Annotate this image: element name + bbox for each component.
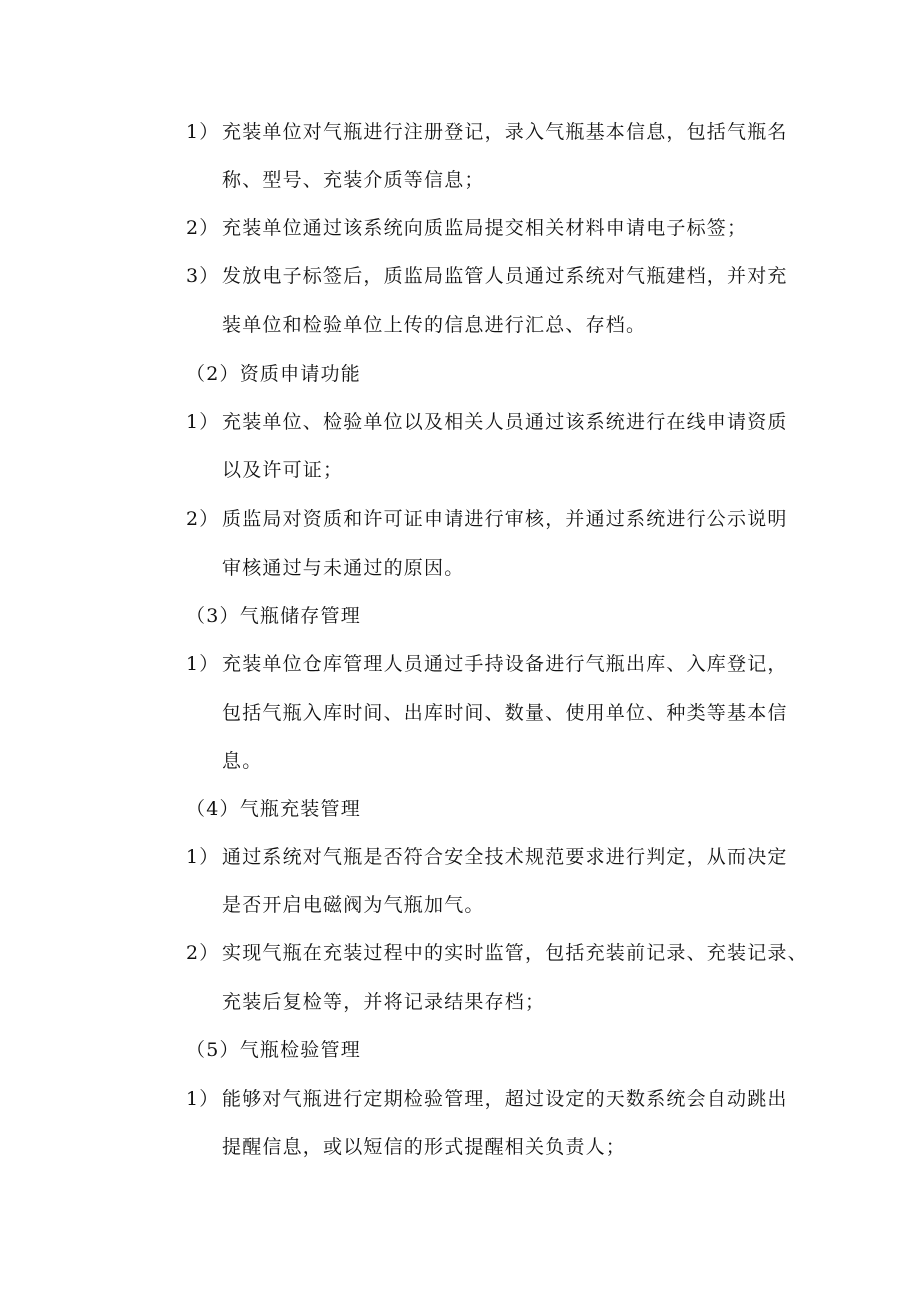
- item-number: 1）: [186, 846, 220, 868]
- list-item-continuation: [0, 978, 920, 1026]
- item-number: 2）: [186, 508, 220, 530]
- list-item-continuation: [0, 156, 920, 204]
- list-item: [0, 108, 920, 156]
- item-text-continuation: 包括气瓶入库时间、出库时间、数量、使用单位、种类等基本信: [222, 702, 788, 724]
- section-heading-text: （3）气瓶储存管理: [186, 605, 361, 627]
- list-item-continuation: [0, 446, 920, 494]
- section-heading: [0, 350, 920, 398]
- item-text: 充装单位对气瓶进行注册登记，录入气瓶基本信息，包括气瓶名: [222, 121, 788, 143]
- item-number: 2）: [186, 217, 220, 239]
- list-item-continuation: [0, 881, 920, 929]
- item-text-continuation: 息。: [222, 750, 263, 772]
- list-item: [0, 252, 920, 300]
- item-number: 2）: [186, 942, 220, 964]
- section-heading: [0, 592, 920, 640]
- item-text: 充装单位通过该系统向质监局提交相关材料申请电子标签；: [222, 217, 748, 239]
- section-heading-text: （4）气瓶充装管理: [186, 798, 361, 820]
- item-text-continuation: 是否开启电磁阀为气瓶加气。: [222, 894, 485, 916]
- item-text-continuation: 装单位和检验单位上传的信息进行汇总、存档。: [222, 314, 647, 336]
- item-text: 充装单位、检验单位以及相关人员通过该系统进行在线申请资质: [222, 411, 788, 433]
- list-item-continuation: [0, 737, 920, 785]
- item-number: 1）: [186, 1088, 220, 1110]
- item-text: 通过系统对气瓶是否符合安全技术规范要求进行判定，从而决定: [222, 846, 788, 868]
- section-heading: [0, 785, 920, 833]
- section-heading-text: （2）资质申请功能: [186, 363, 361, 385]
- item-text: 能够对气瓶进行定期检验管理，超过设定的天数系统会自动跳出: [222, 1088, 788, 1110]
- item-text: 充装单位仓库管理人员通过手持设备进行气瓶出库、入库登记，: [222, 653, 788, 675]
- item-text: 实现气瓶在充装过程中的实时监管，包括充装前记录、充装记录、: [222, 942, 808, 964]
- item-text-continuation: 称、型号、充装介质等信息；: [222, 169, 485, 191]
- list-item-continuation: [0, 1123, 920, 1171]
- item-text-continuation: 以及许可证；: [222, 459, 344, 481]
- item-text: 发放电子标签后，质监局监管人员通过系统对气瓶建档，并对充: [222, 265, 788, 287]
- list-item: [0, 929, 920, 977]
- list-item: [0, 398, 920, 446]
- item-number: 1）: [186, 653, 220, 675]
- list-item: [0, 1075, 920, 1123]
- list-item-continuation: [0, 689, 920, 737]
- list-item: [0, 640, 920, 688]
- section-heading: [0, 1026, 920, 1074]
- item-number: 1）: [186, 121, 220, 143]
- list-item-continuation: [0, 544, 920, 592]
- section-heading-text: （5）气瓶检验管理: [186, 1039, 361, 1061]
- list-item: [0, 495, 920, 543]
- item-text-continuation: 充装后复检等，并将记录结果存档；: [222, 991, 546, 1013]
- list-item-continuation: [0, 301, 920, 349]
- item-text-continuation: 审核通过与未通过的原因。: [222, 557, 465, 579]
- item-number: 3）: [186, 265, 220, 287]
- item-text-continuation: 提醒信息，或以短信的形式提醒相关负责人；: [222, 1136, 627, 1158]
- item-number: 1）: [186, 411, 220, 433]
- list-item: [0, 204, 920, 252]
- list-item: [0, 833, 920, 881]
- item-text: 质监局对资质和许可证申请进行审核，并通过系统进行公示说明: [222, 508, 788, 530]
